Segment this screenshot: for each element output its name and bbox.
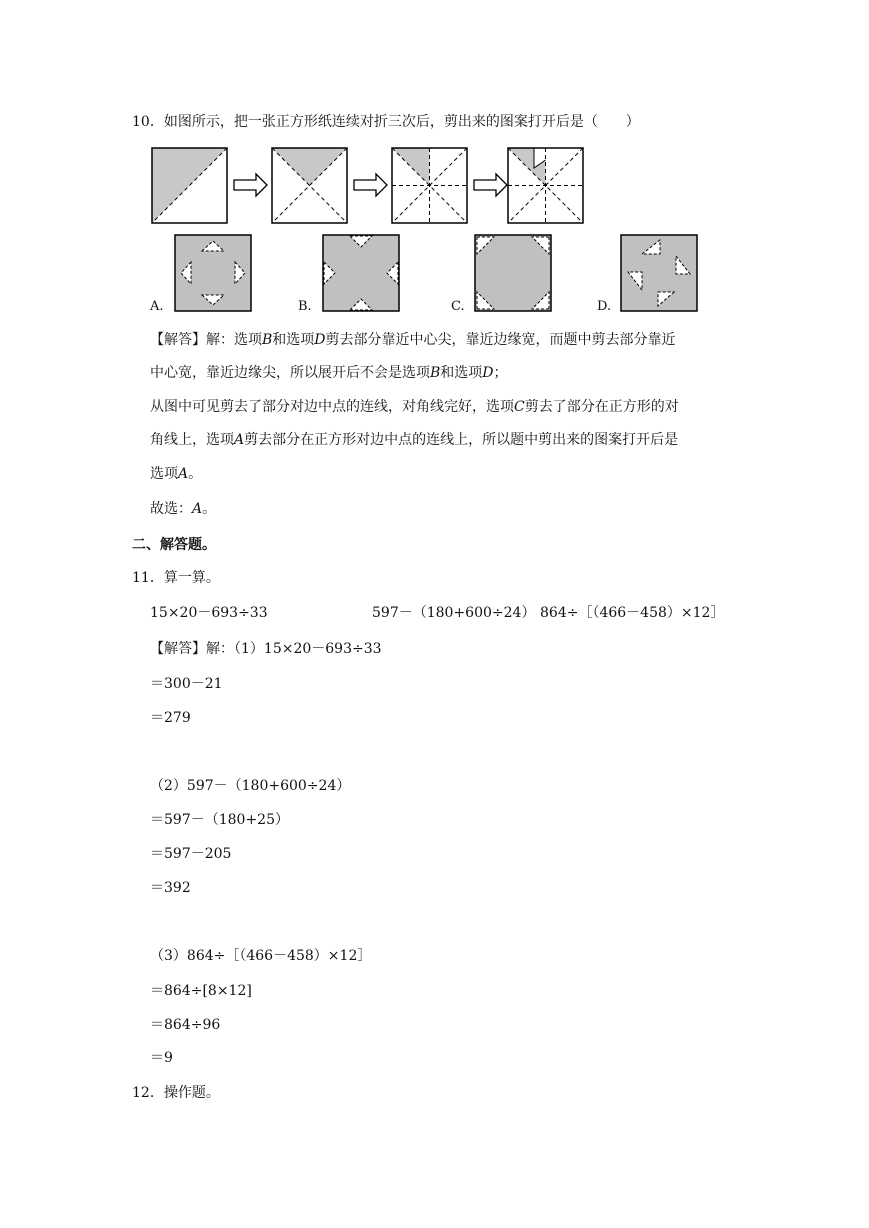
option-b-figure xyxy=(322,234,402,314)
q11-step: ＝279 xyxy=(150,710,191,726)
q11-step: ＝597－205 xyxy=(150,846,232,862)
q10-answer-line-5: 选项A。 xyxy=(150,466,203,482)
option-c-label[interactable]: C. xyxy=(451,299,465,314)
option-d-figure xyxy=(620,234,700,314)
q11-expression-1: 15×20－693÷33 xyxy=(150,605,268,621)
q11-step: （3）864÷［（466－458）×12］ xyxy=(150,948,372,964)
q11-step: ＝597－（180+25） xyxy=(150,812,289,828)
q10-answer-line-2: 中心宽，靠近边缘尖，所以展开后不会是选项B和选项D； xyxy=(150,365,508,381)
q11-step: ＝300－21 xyxy=(150,676,223,692)
q11-expression-2: 597－（180+600÷24） xyxy=(372,605,536,621)
q11-step: ＝864÷[8×12] xyxy=(150,983,252,999)
q11-step: ＝9 xyxy=(150,1050,173,1066)
q11-step: （2）597－（180+600÷24） xyxy=(150,778,351,794)
q11-step: ＝864÷96 xyxy=(150,1017,221,1033)
fold-step-4-cut xyxy=(508,148,583,223)
arrow-right-icon xyxy=(474,174,507,196)
option-d-label[interactable]: D. xyxy=(597,299,612,314)
option-b-label[interactable]: B. xyxy=(298,299,312,314)
section-2-title: 二、解答题。 xyxy=(132,537,216,553)
answer-heading: 【解答】解： xyxy=(150,332,234,348)
q10-answer-line-1: 【解答】解：选项B和选项D剪去部分靠近中心尖，靠近边缘宽，而题中剪去部分靠近 xyxy=(150,332,676,348)
arrow-right-icon xyxy=(354,174,387,196)
folding-sequence-figure xyxy=(150,146,590,224)
q11-answer-line: 【解答】解：（1）15×20－693÷33 xyxy=(150,641,382,657)
q11-step: ＝392 xyxy=(150,880,191,896)
option-c-figure xyxy=(474,234,554,314)
question-12-stem: 12．操作题。 xyxy=(132,1085,220,1101)
arrow-right-icon xyxy=(234,174,267,196)
q10-answer-line-4: 角线上，选项A剪去部分在正方形对边中点的连线上，所以题中剪出来的图案打开后是 xyxy=(150,432,679,448)
q11-expression-3: 864÷［（466－458）×12］ xyxy=(540,605,725,621)
question-11-stem: 11．算一算。 xyxy=(132,570,220,586)
option-a-figure xyxy=(174,234,254,314)
q10-choose-line: 故选：A。 xyxy=(150,501,217,517)
question-10-stem: 10．如图所示，把一张正方形纸连续对折三次后，剪出来的图案打开后是（ ） xyxy=(132,114,640,130)
fold-step-3 xyxy=(392,148,467,223)
fold-step-2 xyxy=(272,148,347,223)
fold-step-1 xyxy=(152,148,227,223)
q10-answer-line-3: 从图中可见剪去了部分对边中点的连线，对角线完好，选项C剪去了部分在正方形的对 xyxy=(150,399,679,415)
option-a-label[interactable]: A. xyxy=(150,299,164,314)
answer-heading: 【解答】解： xyxy=(150,641,234,657)
